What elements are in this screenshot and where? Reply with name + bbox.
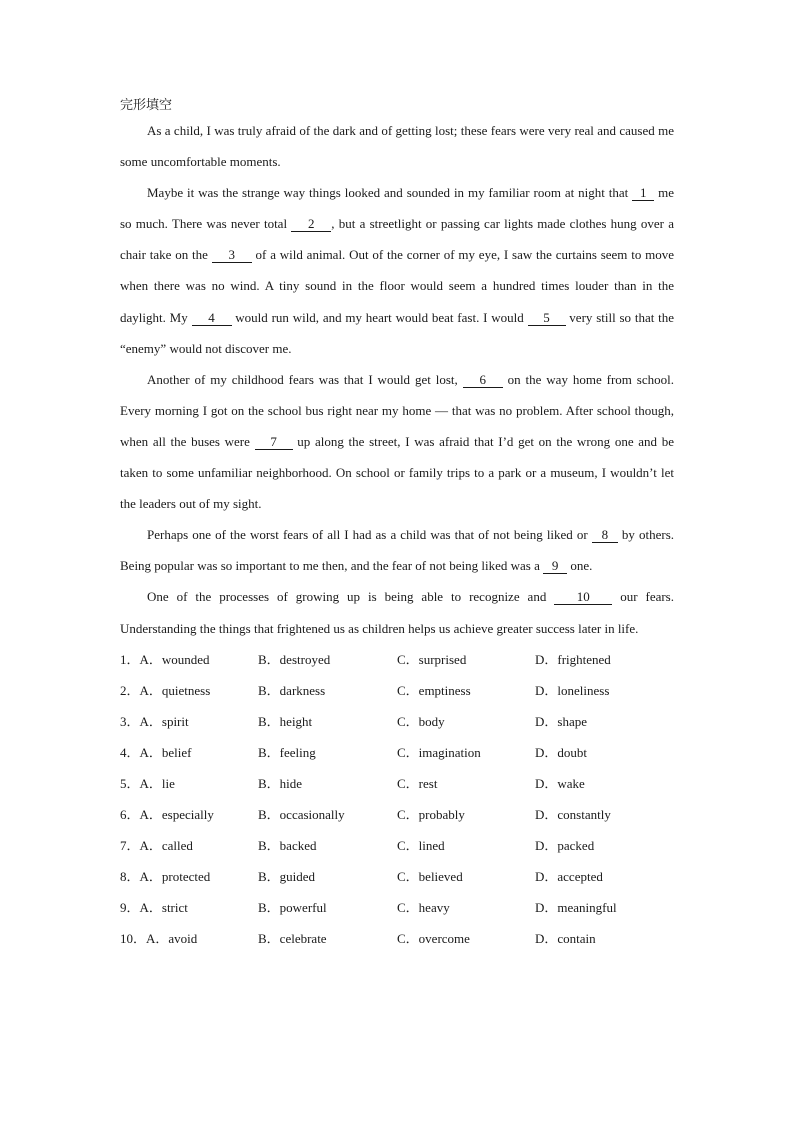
option-c: C．lined <box>397 838 445 854</box>
option-a: 10．A．avoid <box>120 931 198 947</box>
option-b: B．powerful <box>258 900 327 916</box>
paragraph-text: Another of my childhood fears was that I would get lost, <box>147 371 463 387</box>
option-d: D．wake <box>535 775 585 791</box>
option-b: B．destroyed <box>258 651 331 667</box>
option-c: C．surprised <box>397 651 467 667</box>
paragraph-4 <box>120 519 674 581</box>
option-b: B．backed <box>258 838 317 854</box>
option-row-2 <box>120 675 674 706</box>
option-c: C．overcome <box>397 931 470 947</box>
document-page <box>120 95 674 955</box>
option-a: 8．A．protected <box>120 869 211 885</box>
paragraph-text: would run wild, and my heart would beat fast. I would <box>231 309 528 325</box>
paragraph-2 <box>120 177 674 364</box>
paragraph-text: me so much. There was never total <box>120 185 674 232</box>
paragraph-text: up along the street, I was afraid that I’d get on the wrong one and be taken to some unfamiliar neighborhood. On school or family trips to a park or a museum, I wouldn’t let the leaders out of my sight. <box>120 433 675 512</box>
option-c: C．emptiness <box>397 682 471 698</box>
option-c: C．probably <box>397 807 465 823</box>
blank-9: 9 <box>543 559 567 574</box>
option-row-4 <box>120 737 674 768</box>
option-a: 2．A．quietness <box>120 682 211 698</box>
option-c: C．imagination <box>397 744 481 760</box>
paragraph-5 <box>120 581 674 643</box>
option-a: 1．A．wounded <box>120 651 210 667</box>
option-d: D．contain <box>535 931 596 947</box>
blank-3: 3 <box>212 248 252 263</box>
paragraph-text: , but a streetlight or passing car lights made clothes hung over a chair take on the <box>120 216 674 263</box>
option-d: D．frightened <box>535 651 611 667</box>
option-d: D．doubt <box>535 744 588 760</box>
paragraph-text: of a wild animal. Out of the corner of my eye, I saw the curtains seem to move when there was no wind. A tiny sound in the floor would seem a hundred times louder than in the daylight. My <box>120 247 675 325</box>
section-title: 完形填空 <box>120 97 173 112</box>
option-c: C．body <box>397 713 445 729</box>
paragraph-text: Maybe it was the strange way things looked and sounded in my familiar room at night that <box>147 185 633 201</box>
option-a: 9．A．strict <box>120 900 188 916</box>
paragraph-1 <box>120 115 674 177</box>
blank-7: 7 <box>255 435 293 450</box>
paragraph-text: Perhaps one of the worst fears of all I had as a child was that of not being liked or <box>147 527 592 543</box>
option-row-1 <box>120 644 674 675</box>
option-d: D．meaningful <box>535 900 617 916</box>
blank-4: 4 <box>192 311 232 326</box>
option-a: 7．A．called <box>120 838 193 854</box>
option-b: B．hide <box>258 775 303 791</box>
paragraph-text: by others. Being popular was so important to me then, and the fear of not being liked was a <box>120 527 674 574</box>
paragraph-text: one. <box>567 558 593 574</box>
option-b: B．occasionally <box>258 807 345 823</box>
blank-8: 8 <box>592 528 618 543</box>
option-a: 3．A．spirit <box>120 713 189 729</box>
option-row-8 <box>120 861 674 892</box>
blank-1: 1 <box>632 186 654 201</box>
paragraph-text: on the way home from school. Every morning I got on the school bus right near my home — that was no problem. After school though, when all the buses were <box>120 371 674 449</box>
option-b: B．feeling <box>258 744 316 760</box>
option-row-7 <box>120 830 674 861</box>
blank-10: 10 <box>554 590 612 605</box>
option-row-10 <box>120 923 674 954</box>
paragraph-text: One of the processes of growing up is being able to recognize and <box>147 589 555 605</box>
paragraph-3 <box>120 364 674 519</box>
paragraph-text: As a child, I was truly afraid of the dark and of getting lost; these fears were very real and caused me some uncomfortable moments. <box>120 123 674 170</box>
blank-2: 2 <box>291 217 331 232</box>
option-d: D．loneliness <box>535 682 610 698</box>
answer-options <box>120 644 674 955</box>
option-a: 6．A．especially <box>120 807 214 823</box>
option-d: D．accepted <box>535 869 603 885</box>
paragraph-text: our fears. Understanding the things that frightened us as children helps us achieve greater success later in life. <box>120 589 674 636</box>
blank-5: 5 <box>528 311 566 326</box>
option-d: D．shape <box>535 713 587 729</box>
option-b: B．guided <box>258 869 316 885</box>
option-d: D．packed <box>535 838 595 854</box>
option-row-5 <box>120 768 674 799</box>
option-a: 5．A．lie <box>120 775 175 791</box>
option-row-3 <box>120 706 674 737</box>
paragraph-text: very still so that the “enemy” would not discover me. <box>120 309 674 356</box>
option-row-6 <box>120 799 674 830</box>
option-c: C．rest <box>397 775 438 791</box>
blank-6: 6 <box>463 373 503 388</box>
option-b: B．celebrate <box>258 931 327 947</box>
option-b: B．darkness <box>258 682 326 698</box>
option-d: D．constantly <box>535 807 611 823</box>
option-c: C．believed <box>397 869 463 885</box>
option-a: 4．A．belief <box>120 744 192 760</box>
option-b: B．height <box>258 713 313 729</box>
option-c: C．heavy <box>397 900 450 916</box>
option-row-9 <box>120 892 674 923</box>
